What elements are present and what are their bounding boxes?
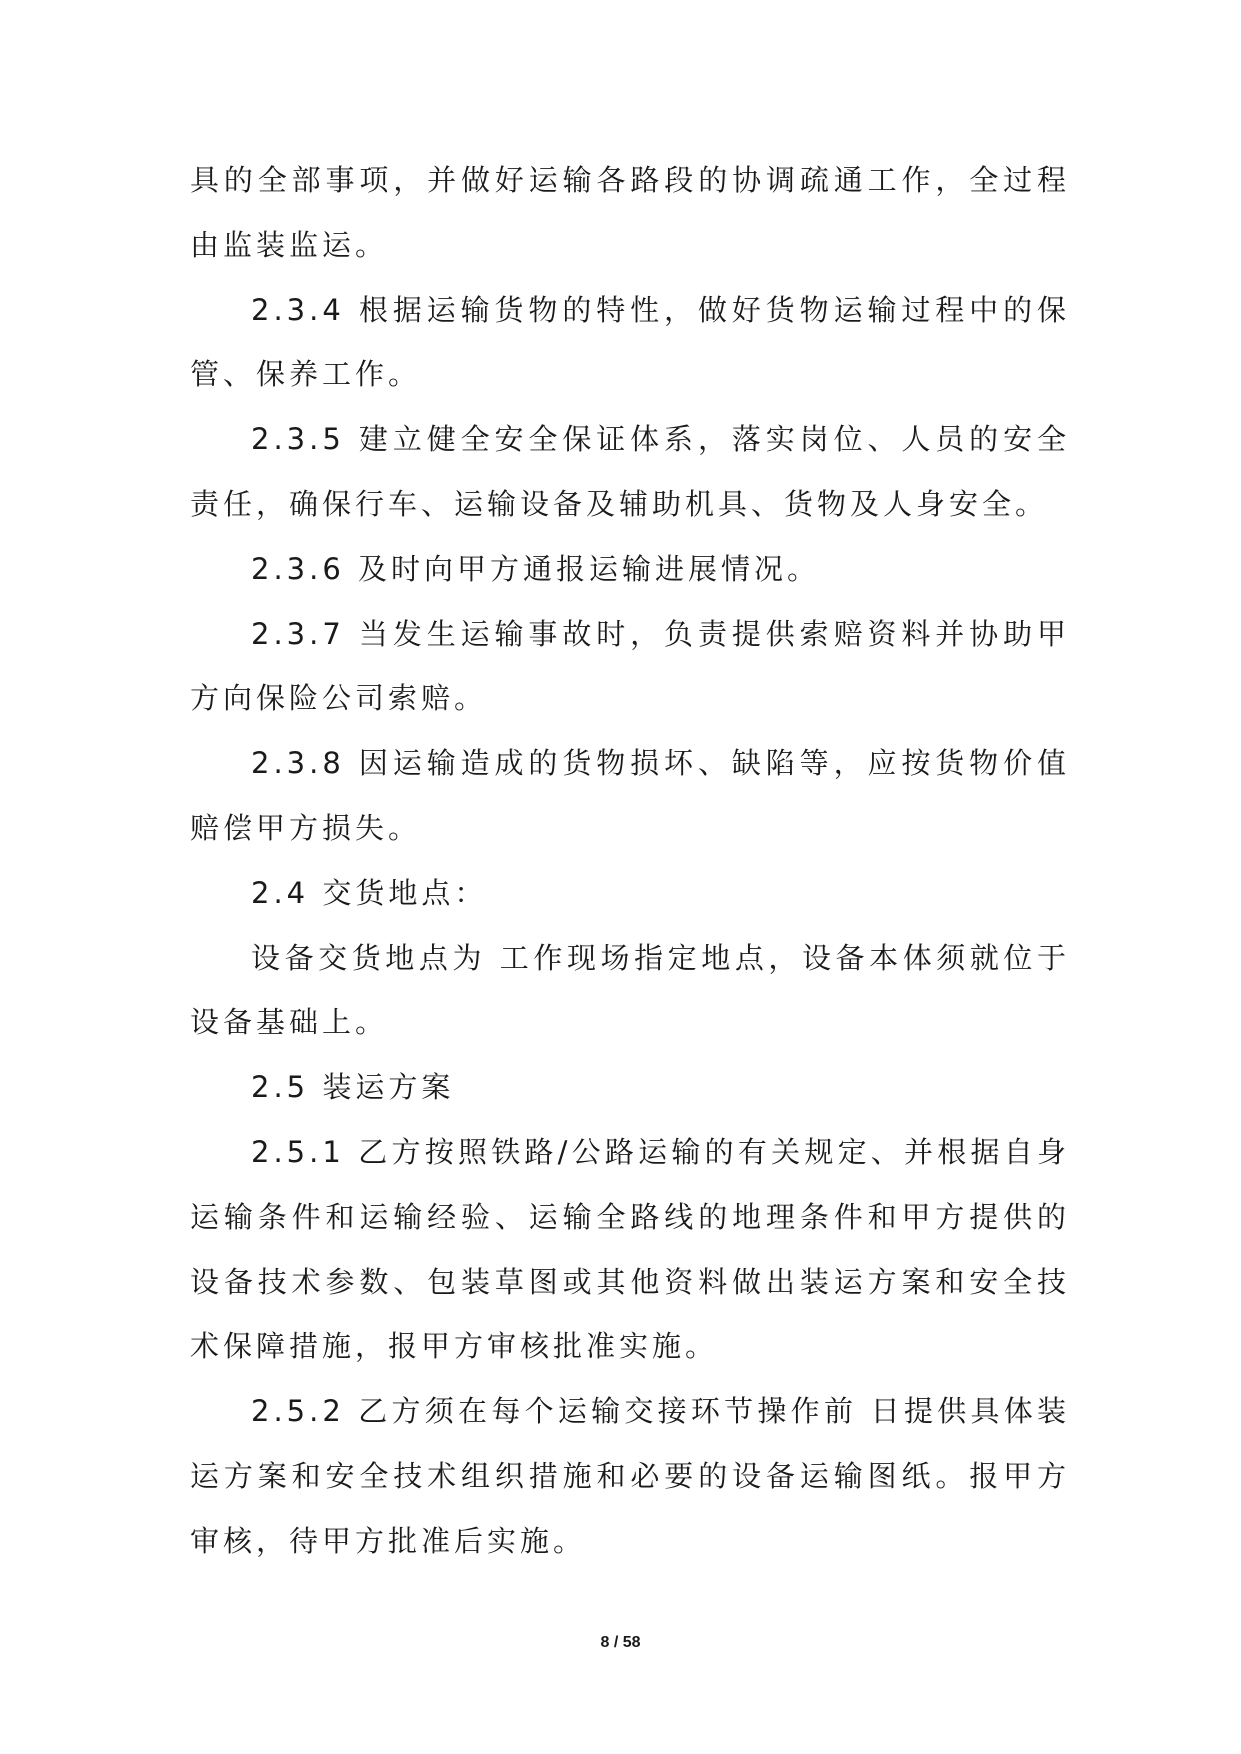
paragraph-2-3-5: 2.3.5 建立健全安全保证体系，落实岗位、人员的安全责任，确保行车、运输设备及辅助机具、货物及人身安全。 bbox=[190, 422, 1070, 521]
page-number: 8 / 58 bbox=[600, 1634, 641, 1651]
paragraph-2-3-8: 2.3.8 因运输造成的货物损坏、缺陷等，应按货物价值赔偿甲方损失。 bbox=[190, 746, 1070, 845]
paragraph-2-3-7: 2.3.7 当发生运输事故时，负责提供索赔资料并协助甲方向保险公司索赔。 bbox=[190, 616, 1070, 716]
paragraph-2-5-2: 2.5.2 乙方须在每个运输交接环节操作前 日提供具体装运方案和安全技术组织措施和必要的设备运输图纸。报甲方审核，待甲方批准后实施。 bbox=[190, 1394, 1070, 1558]
paragraph-2-5-1: 2.5.1 乙方按照铁路/公路运输的有关规定、并根据自身运输条件和运输经验、运输全路线的地理条件和甲方提供的设备技术参数、包装草图或其他资料做出装运方案和安全技术保障措施，报甲方审核批准实施。 bbox=[190, 1134, 1070, 1364]
paragraph-delivery-location: 设备交货地点为 工作现场指定地点，设备本体须就位于设备基础上。 bbox=[190, 940, 1070, 1040]
paragraph-2-3-6: 2.3.6 及时向甲方通报运输进展情况。 bbox=[251, 551, 821, 586]
section-heading-2-4: 2.4 交货地点： bbox=[251, 875, 488, 910]
paragraph-continuation: 具的全部事项，并做好运输各路段的协调疏通工作，全过程由监装监运。 bbox=[190, 163, 1070, 262]
paragraph-2-3-4: 2.3.4 根据运输货物的特性，做好货物运输过程中的保管、保养工作。 bbox=[190, 292, 1070, 392]
section-heading-2-5: 2.5 装运方案 bbox=[251, 1070, 455, 1105]
document-body bbox=[190, 148, 1070, 1574]
